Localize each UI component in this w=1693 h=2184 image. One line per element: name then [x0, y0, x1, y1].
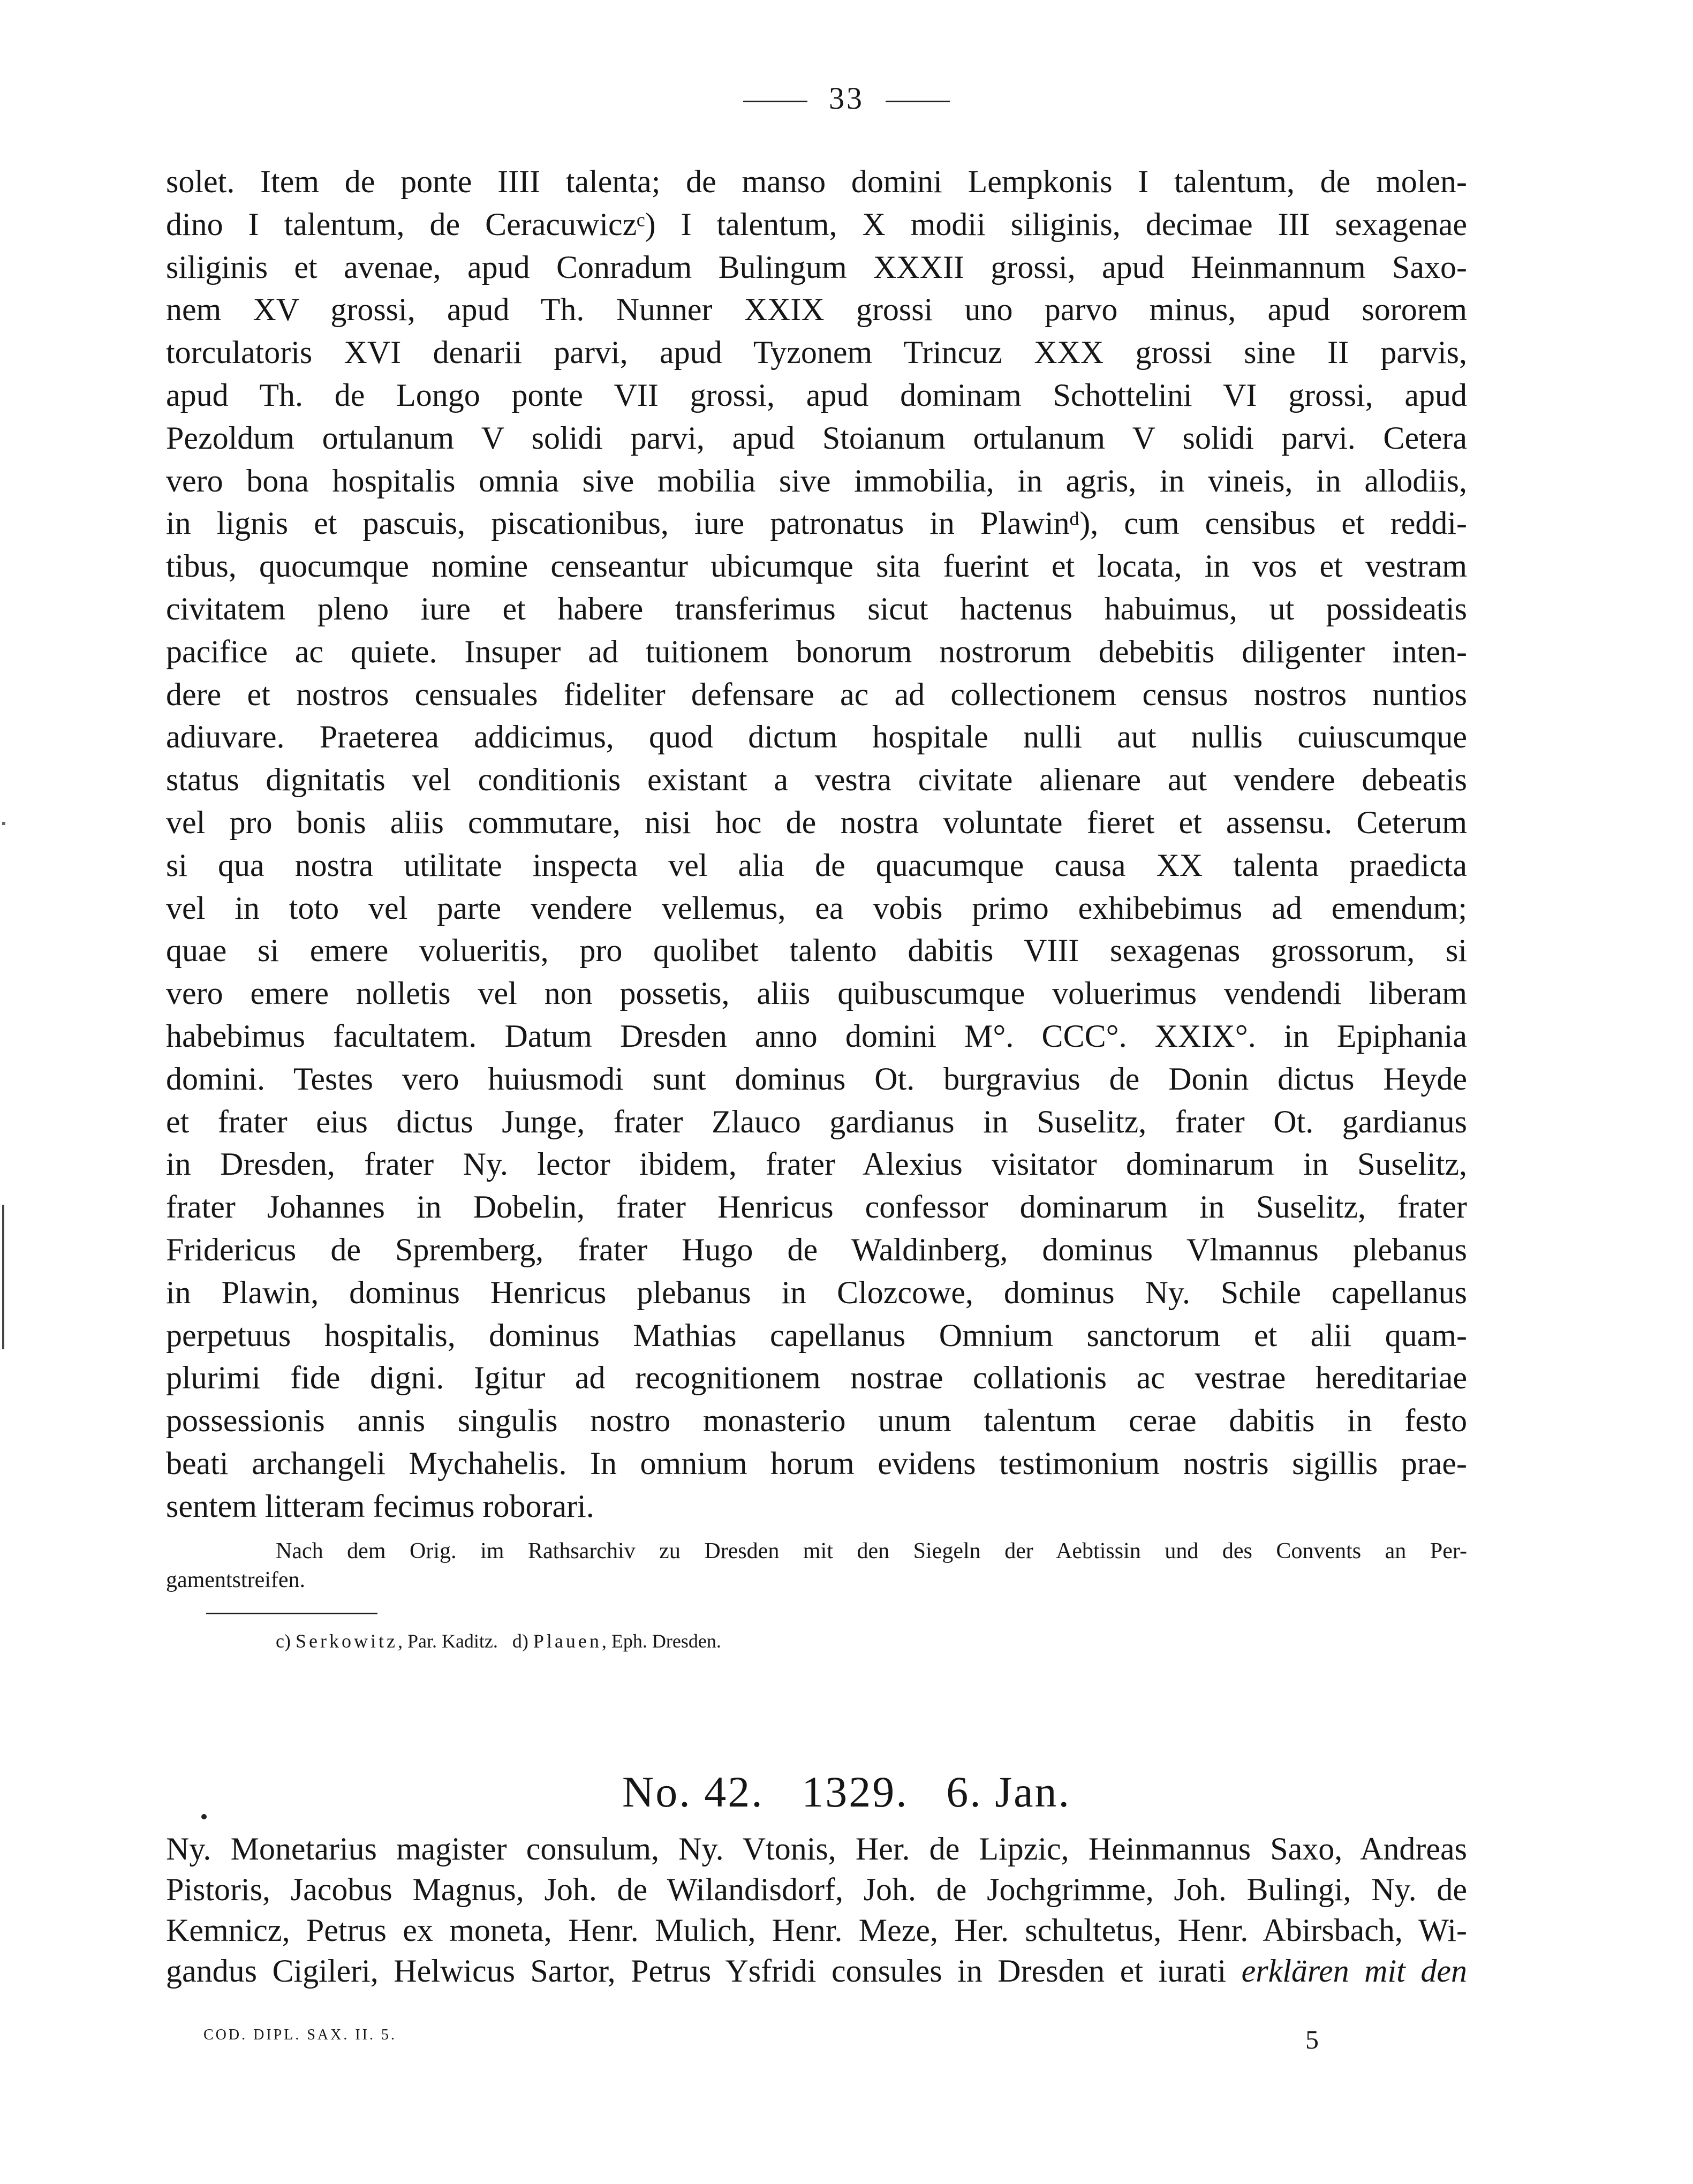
text-line: vel pro bonis aliis commutare, nisi hoc de nostra voluntate fieret et assensu. Ceterum [166, 804, 1467, 840]
text-line: dere et nostros censuales fideliter defensare ac ad collectionem census nostros nuntios [166, 676, 1467, 712]
footnote-label: d) [512, 1630, 528, 1652]
text-line: solet. Item de ponte IIII talenta; de manso domini Lempkonis I talentum, de molen- [166, 164, 1467, 199]
document-year: 1329. [802, 1767, 909, 1816]
text-line: torculatoris XVI denarii parvi, apud Tyzonem Trincuz XXX grossi sine II parvis, [166, 335, 1467, 371]
text-line: Fridericus de Spremberg, frater Hugo de Waldinberg, dominus Vlmannus plebanus [166, 1231, 1467, 1267]
line-text: Pistoris, Jacobus Magnus, Joh. de Wilandisdorf, Joh. de Jochgrimme, Joh. Bulingi, Ny. de [166, 1872, 1467, 1907]
header-rule-left [743, 101, 807, 102]
text-line: nem XV grossi, apud Th. Nunner XXIX grossi uno parvo minus, apud sororem [166, 292, 1467, 328]
text-line: beati archangeli Mychahelis. In omnium horum evidens testimonium nostris sigillis prae- [166, 1445, 1467, 1481]
document-summary [166, 1828, 1467, 1991]
text-line: tibus, quocumque nomine censeantur ubicumque sita fuerint et locata, in vos et vestram [166, 548, 1467, 584]
document-number: No. 42. [622, 1767, 764, 1816]
margin-mark [2, 1205, 4, 1349]
text-line: pacifice ac quiete. Insuper ad tuitionem bonorum nostrorum debebitis diligenter inten- [166, 633, 1467, 669]
text-line [166, 1951, 1467, 1991]
footnote-rule [206, 1613, 377, 1614]
line-italic-text: erklären mit den [1241, 1953, 1467, 1989]
footnote-place: Serkowitz [295, 1630, 398, 1652]
document-date: 6. Jan. [946, 1767, 1071, 1816]
text-line: status dignitatis vel conditionis existant a vestra civitate alienare aut vendere debeatis [166, 762, 1467, 798]
text-line: in lignis et pascuis, piscationibus, iure patronatus in Plawinᵈ), cum censibus et reddi- [166, 505, 1467, 541]
footnote-label: c) [276, 1630, 291, 1652]
text-line: adiuvare. Praeterea addicimus, quod dictum hospitale nulli aut nullis cuiuscumque [166, 719, 1467, 755]
footnote-text: , Eph. Dresden. [601, 1630, 721, 1652]
sheet-signature: COD. DIPL. SAX. II. 5. [203, 2027, 397, 2043]
charter-text [166, 161, 1467, 1528]
line-text: gandus Cigileri, Helwicus Sartor, Petrus Ysfridi consules in Dresden et iurati [166, 1953, 1242, 1989]
line-text: Kemnicz, Petrus ex moneta, Henr. Mulich, Henr. Meze, Her. schultetus, Henr. Abirsbach, Wi- [166, 1913, 1467, 1948]
text-line: domini. Testes vero huiusmodi sunt dominus Ot. burgravius de Donin dictus Heyde [166, 1061, 1467, 1097]
text-line: plurimi fide digni. Igitur ad recognitionem nostrae collationis ac vestrae hereditariae [166, 1360, 1467, 1396]
sheet-number: 5 [1305, 2024, 1319, 2054]
line-text: Ny. Monetarius magister consulum, Ny. Vtonis, Her. de Lipzic, Heinmannus Saxo, Andreas [166, 1831, 1467, 1866]
margin-dot [201, 1814, 207, 1819]
text-line [166, 1828, 1467, 1869]
page-header [0, 80, 1693, 116]
text-line: vel in toto vel parte vendere vellemus, ea vobis primo exhibebimus ad emendum; [166, 890, 1467, 926]
text-line: Pezoldum ortulanum V solidi parvi, apud Stoianum ortulanum V solidi parvi. Cetera [166, 420, 1467, 456]
page-number: 33 [829, 81, 864, 116]
text-line: possessionis annis singulis nostro monasterio unum talentum cerae dabitis in festo [166, 1403, 1467, 1439]
text-line: et frater eius dictus Junge, frater Zlauco gardianus in Suselitz, frater Ot. gardianus [166, 1104, 1467, 1139]
document-heading [0, 1767, 1693, 1817]
source-note-line: gamentstreifen. [166, 1568, 306, 1592]
text-line: habebimus facultatem. Datum Dresden anno domini M°. CCC°. XXIX°. in Epiphania [166, 1018, 1467, 1054]
text-line: civitatem pleno iure et habere transferimus sicut hactenus habuimus, ut possideatis [166, 591, 1467, 626]
footnotes [276, 1628, 721, 1654]
source-note-line: Nach dem Orig. im Rathsarchiv zu Dresden mit den Siegeln der Aebtissin und des Convents an Per- [276, 1539, 1467, 1563]
text-line [166, 1910, 1467, 1951]
footnote-place: Plauen [533, 1630, 602, 1652]
source-note [166, 1537, 1467, 1594]
text-line: quae si emere volueritis, pro quolibet talento dabitis VIII sexagenas grossorum, si [166, 933, 1467, 969]
text-line: sentem litteram fecimus roborari. [166, 1488, 594, 1524]
text-line: si qua nostra utilitate inspecta vel alia de quacumque causa XX talenta praedicta [166, 847, 1467, 883]
text-line: frater Johannes in Dobelin, frater Henricus confessor dominarum in Suselitz, frater [166, 1189, 1467, 1225]
text-line [166, 1869, 1467, 1910]
footnote-text: , Par. Kaditz. [397, 1630, 498, 1652]
margin-mark [2, 822, 5, 825]
text-line: siliginis et avenae, apud Conradum Bulingum XXXII grossi, apud Heinmannum Saxo- [166, 249, 1467, 285]
text-line: vero emere nolletis vel non possetis, aliis quibuscumque voluerimus vendendi liberam [166, 976, 1467, 1011]
text-line: in Dresden, frater Ny. lector ibidem, frater Alexius visitator dominarum in Suselitz, [166, 1146, 1467, 1182]
text-line: vero bona hospitalis omnia sive mobilia sive immobilia, in agris, in vineis, in allodiis, [166, 463, 1467, 498]
text-line: perpetuus hospitalis, dominus Mathias capellanus Omnium sanctorum et alii quam- [166, 1317, 1467, 1353]
text-line: dino I talentum, de Ceracuwiczᶜ) I talentum, X modii siliginis, decimae III sexagenae [166, 206, 1467, 242]
text-line: apud Th. de Longo ponte VII grossi, apud dominam Schottelini VI grossi, apud [166, 377, 1467, 413]
text-line: in Plawin, dominus Henricus plebanus in Clozcowe, dominus Ny. Schile capellanus [166, 1274, 1467, 1310]
header-rule-right [886, 101, 950, 102]
